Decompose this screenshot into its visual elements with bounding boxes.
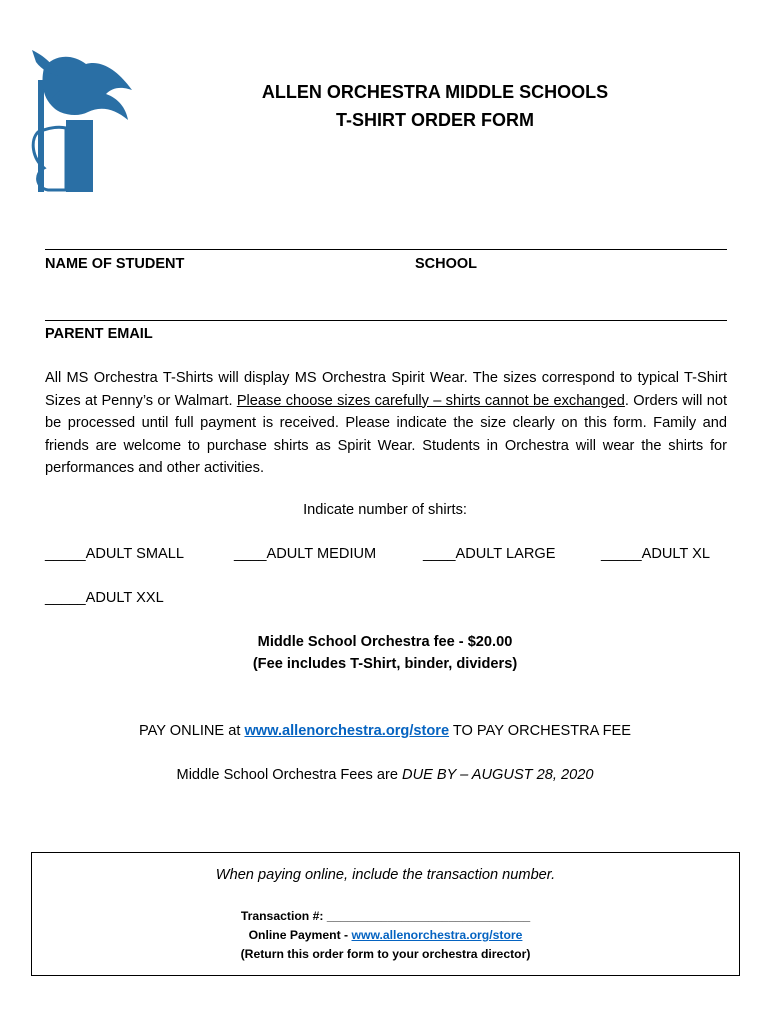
student-school-line[interactable]	[45, 249, 727, 250]
sizes-prompt: Indicate number of shirts:	[303, 502, 467, 518]
transaction-note: When paying online, include the transaction number.	[215, 867, 556, 883]
due-date: DUE BY – AUGUST 28, 2020	[402, 767, 594, 783]
instructions-warning: Please choose sizes carefully – shirts cannot be exchanged	[236, 392, 625, 409]
form-title-line2: T-SHIRT ORDER FORM	[336, 110, 534, 130]
due-prefix: Middle School Orchestra Fees are	[176, 767, 403, 783]
return-form-note: (Return this order form to your orchestra director)	[240, 947, 531, 961]
transaction-box	[31, 852, 740, 976]
size-xl-field[interactable]: _____ADULT XL	[601, 546, 710, 562]
due-date-line	[0, 767, 770, 783]
pay-online-prefix: PAY ONLINE at	[138, 723, 245, 739]
fee-includes: (Fee includes T-Shirt, binder, dividers)	[252, 656, 518, 672]
store-link[interactable]: www.allenorchestra.org/store	[244, 723, 450, 739]
size-large-field[interactable]: ____ADULT LARGE	[423, 546, 556, 562]
instructions-text-1: All MS Orchestra T-Shirts will display MS Orchestra Spirit Wear. The sizes correspond to typical T-Shirt Sizes at Penny’s or Walmart.	[45, 370, 727, 409]
parent-email-label: PARENT EMAIL	[45, 326, 153, 342]
size-xxl-field[interactable]: _____ADULT XXL	[45, 590, 164, 606]
eagle-violin-logo-icon	[30, 50, 135, 192]
online-payment-prefix: Online Payment -	[248, 928, 352, 942]
size-small-field[interactable]: _____ADULT SMALL	[45, 546, 184, 562]
parent-email-line[interactable]	[45, 320, 727, 321]
pay-online-line	[0, 723, 770, 739]
form-title-line1: ALLEN ORCHESTRA MIDDLE SCHOOLS	[261, 82, 609, 102]
transaction-number-field[interactable]: Transaction #: ______________________________	[240, 909, 531, 923]
online-payment-line	[32, 928, 739, 942]
instructions-text-2: . Orders will not be processed until full payment is received. Please indicate the size clearly on this form. Family and friends are welcome to purchase shirts as Spirit Wear. Students in Orchestra will wear the shirts for performances and other activities.	[45, 392, 728, 477]
student-name-label: NAME OF STUDENT	[45, 256, 185, 272]
pay-online-suffix: TO PAY ORCHESTRA FEE	[449, 723, 632, 739]
fee-amount: Middle School Orchestra fee - $20.00	[257, 634, 513, 650]
size-medium-field[interactable]: ____ADULT MEDIUM	[234, 546, 377, 562]
box-store-link[interactable]: www.allenorchestra.org/store	[351, 928, 523, 942]
instructions-paragraph	[45, 367, 727, 480]
school-label: SCHOOL	[415, 256, 478, 272]
